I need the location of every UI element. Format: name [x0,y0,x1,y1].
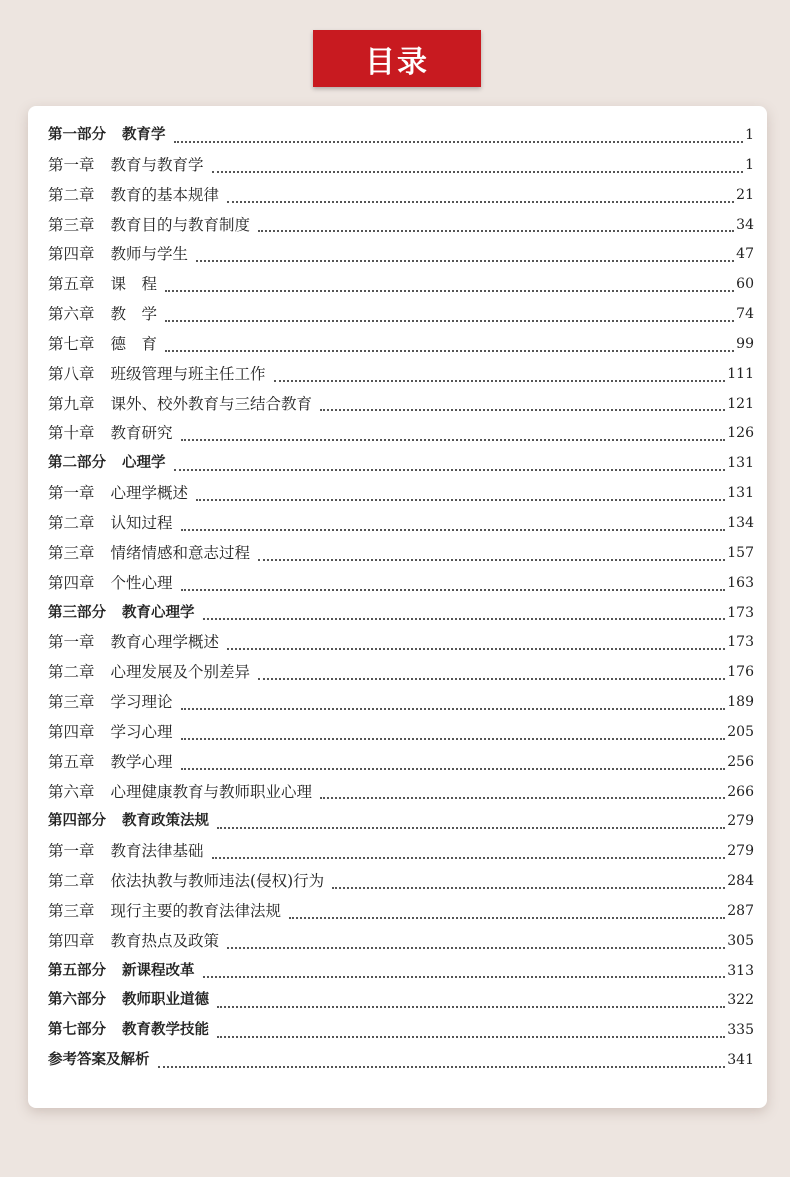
toc-page-number: 157 [727,544,754,561]
toc-entry-title: 教育政策法规 [122,813,209,830]
toc-page-number: 313 [727,962,754,979]
toc-entry-title: 教育的基本规律 [110,185,220,204]
toc-page-number: 266 [727,783,754,800]
toc-chapter-row[interactable] [48,211,754,241]
toc-part-row[interactable] [48,599,754,629]
toc-page-number: 173 [727,604,754,621]
toc-entry-number: 第五章 [48,275,95,294]
toc-chapter-row[interactable] [48,390,754,420]
toc-entry-number: 第二章 [48,513,95,532]
toc-page-number: 335 [727,1022,754,1039]
dot-leader [174,469,726,471]
toc-chapter-row[interactable] [48,628,754,658]
toc-page-number: 21 [736,186,754,203]
toc-part-row[interactable] [48,1016,754,1046]
toc-page-number: 121 [727,395,754,412]
toc-entry-number: 第一章 [48,633,95,652]
toc-entry-title: 个性心理 [110,573,173,592]
toc-page-number: 284 [727,873,754,890]
toc-page-number: 126 [727,425,754,442]
toc-page-number: 322 [727,992,754,1009]
toc-chapter-row[interactable] [48,479,754,509]
toc-chapter-row[interactable] [48,419,754,449]
toc-page-number: 205 [727,723,754,740]
toc-entry-title: 教 学 [110,305,158,324]
dot-leader [181,768,726,770]
toc-entry-title: 教育心理学概述 [110,633,220,652]
toc-entry-title: 教育与教育学 [110,155,204,174]
toc-entry-title: 情绪情感和意志过程 [110,543,251,562]
dot-leader [165,290,734,292]
dot-leader [181,529,726,531]
toc-page-number: 131 [727,485,754,502]
toc-entry-title: 课外、校外教育与三结合教育 [110,394,313,413]
dot-leader [227,648,725,650]
toc-entry-title: 学习理论 [110,693,173,712]
toc-page-number: 99 [736,335,754,352]
dot-leader [320,409,725,411]
toc-chapter-row[interactable] [48,360,754,390]
dot-leader [217,1036,725,1038]
toc-entry-number: 第六部分 [48,992,106,1009]
dot-leader [227,947,725,949]
toc-chapter-row[interactable] [48,927,754,957]
toc-chapter-row[interactable] [48,778,754,808]
toc-chapter-row[interactable] [48,718,754,748]
toc-entry-number: 第十章 [48,424,95,443]
toc-entry-title: 教育目的与教育制度 [110,215,251,234]
toc-entry-number: 第八章 [48,364,95,383]
toc-page-number: 305 [727,932,754,949]
dot-leader [212,857,726,859]
toc-chapter-row[interactable] [48,151,754,181]
toc-page-number: 60 [736,276,754,293]
toc-chapter-row[interactable] [48,837,754,867]
dot-leader [227,201,734,203]
toc-entry-number: 第七章 [48,334,95,353]
dot-leader [181,708,726,710]
toc-entry-title: 教育研究 [110,424,173,443]
dot-leader [332,887,725,889]
dot-leader [212,171,744,173]
toc-entry-number: 第二章 [48,185,95,204]
dot-leader [165,350,734,352]
toc-chapter-row[interactable] [48,240,754,270]
toc-entry-title: 教育法律基础 [110,842,204,861]
table-of-contents [48,121,754,1076]
toc-entry-title: 心理健康教育与教师职业心理 [110,782,313,801]
toc-entry-number: 第三章 [48,543,95,562]
dot-leader [258,230,734,232]
toc-entry-number: 第七部分 [48,1022,106,1039]
toc-entry-title: 教学心理 [110,752,173,771]
dot-leader [181,439,726,441]
toc-chapter-row[interactable] [48,897,754,927]
toc-entry-title: 学习心理 [110,722,173,741]
dot-leader [258,559,725,561]
toc-part-row[interactable] [48,121,754,151]
toc-chapter-row[interactable] [48,748,754,778]
toc-entry-number: 第三章 [48,901,95,920]
toc-entry-number: 第六章 [48,305,95,324]
dot-leader [165,320,734,322]
toc-chapter-row[interactable] [48,867,754,897]
toc-page-number: 1 [745,127,754,143]
toc-page-number: 47 [736,246,754,263]
toc-chapter-row[interactable] [48,688,754,718]
toc-chapter-row[interactable] [48,181,754,211]
dot-leader [289,917,725,919]
toc-page-number: 111 [727,365,754,382]
toc-part-row[interactable] [48,957,754,987]
dot-leader [203,976,726,978]
toc-page-number: 256 [727,753,754,770]
toc-entry-number: 第一章 [48,484,95,503]
dot-leader [174,141,744,143]
toc-entry-title: 教育学 [122,127,166,143]
toc-page-number: 163 [727,574,754,591]
toc-part-row[interactable] [48,1046,754,1076]
toc-entry-title: 课 程 [110,275,158,294]
toc-page-number: 134 [727,514,754,531]
toc-page-number: 341 [727,1052,754,1069]
toc-entry-title: 认知过程 [110,513,173,532]
toc-chapter-row[interactable] [48,539,754,569]
dot-leader [320,797,725,799]
toc-entry-number: 第一章 [48,842,95,861]
toc-page-number: 279 [727,813,754,830]
toc-page-number: 1 [745,156,754,173]
toc-entry-title: 依法执教与教师违法(侵权)行为 [110,872,325,891]
toc-page-number: 34 [736,216,754,233]
toc-entry-title: 参考答案及解析 [48,1052,150,1069]
toc-part-row[interactable] [48,986,754,1016]
toc-entry-number: 第三章 [48,215,95,234]
page-title: 目录 [365,44,429,80]
toc-chapter-row[interactable] [48,509,754,539]
toc-entry-number: 第五部分 [48,962,106,979]
toc-entry-title: 教育教学技能 [122,1022,209,1039]
dot-leader [258,678,725,680]
toc-entry-title: 教师与学生 [110,245,189,264]
toc-entry-title: 教师职业道德 [122,992,209,1009]
toc-entry-title: 心理学 [122,455,166,472]
toc-entry-title: 新课程改革 [122,962,195,979]
toc-entry-number: 第四章 [48,245,95,264]
toc-entry-title: 心理发展及个别差异 [110,663,251,682]
dot-leader [158,1066,726,1068]
toc-page-number: 74 [736,306,754,323]
toc-entry-number: 第一部分 [48,127,106,143]
toc-page-number: 287 [727,902,754,919]
toc-page-number: 173 [727,634,754,651]
toc-page-number: 176 [727,664,754,681]
dot-leader [203,618,726,620]
toc-entry-number: 第四部分 [48,813,106,830]
toc-entry-title: 教育心理学 [122,604,195,621]
dot-leader [181,589,726,591]
toc-chapter-row[interactable] [48,300,754,330]
toc-chapter-row[interactable] [48,270,754,300]
toc-entry-number: 第二章 [48,663,95,682]
dot-leader [217,1006,725,1008]
toc-entry-number: 第三章 [48,693,95,712]
toc-entry-number: 第五章 [48,752,95,771]
toc-entry-number: 第二章 [48,872,95,891]
toc-entry-title: 德 育 [110,334,158,353]
dot-leader [217,827,725,829]
toc-page-number: 279 [727,843,754,860]
toc-entry-title: 班级管理与班主任工作 [110,364,266,383]
toc-entry-number: 第四章 [48,931,95,950]
toc-title-banner [313,30,481,87]
toc-entry-number: 第九章 [48,394,95,413]
toc-chapter-row[interactable] [48,658,754,688]
toc-entry-title: 现行主要的教育法律法规 [110,901,282,920]
toc-page-number: 189 [727,694,754,711]
toc-entry-title: 教育热点及政策 [110,931,220,950]
toc-entry-number: 第二部分 [48,455,106,472]
dot-leader [196,499,725,501]
toc-chapter-row[interactable] [48,330,754,360]
toc-entry-number: 第四章 [48,722,95,741]
toc-entry-title: 心理学概述 [110,484,189,503]
dot-leader [181,738,726,740]
toc-page-number: 131 [727,455,754,472]
dot-leader [274,380,726,382]
toc-entry-number: 第六章 [48,782,95,801]
toc-entry-number: 第四章 [48,573,95,592]
toc-part-row[interactable] [48,449,754,479]
toc-part-row[interactable] [48,807,754,837]
toc-entry-number: 第一章 [48,155,95,174]
toc-chapter-row[interactable] [48,569,754,599]
dot-leader [196,260,734,262]
toc-entry-number: 第三部分 [48,604,106,621]
